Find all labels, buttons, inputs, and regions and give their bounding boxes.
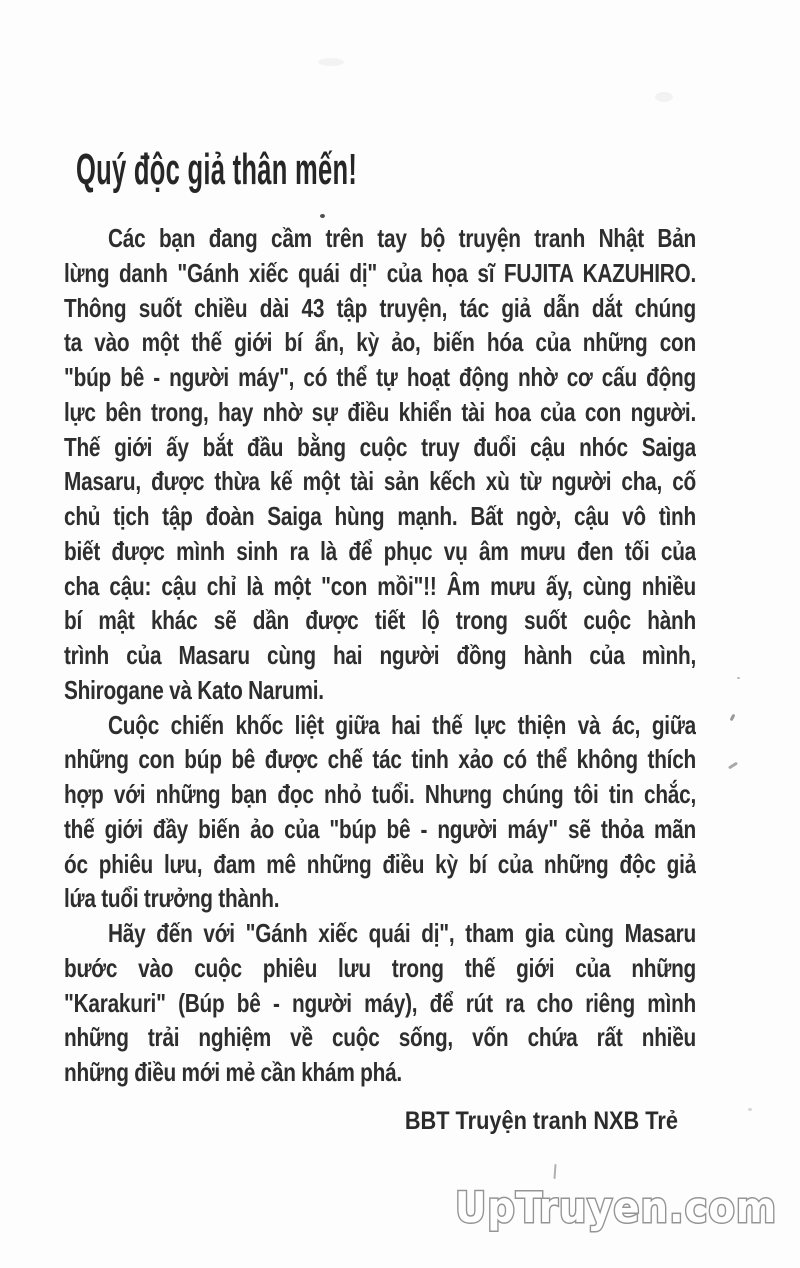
scan-smudge (655, 92, 673, 102)
text-line: bước vào cuộc phiêu lưu trong thế giới của những (64, 952, 696, 983)
text-line: bí mật khác sẽ dần được tiết lộ trong suốt cuộc hành (64, 605, 696, 636)
text-line: những trải nghiệm về cuộc sống, vốn chứa rất nhiều (64, 1022, 696, 1053)
text-line: Các bạn đang cầm trên tay bộ truyện tranh Nhật Bản (108, 223, 696, 253)
text-line: lứa tuổi trưởng thành. (64, 883, 280, 914)
text-line: "Karakuri" (Búp bê - người máy), để rút ra cho riêng mình (64, 987, 696, 1018)
text-line: thế giới đầy biến ảo của "búp bê - người máy" sẽ thỏa mãn (64, 813, 696, 844)
text-line: biết được mình sinh ra là để phục vụ âm mưu đen tối của (64, 535, 696, 566)
text-line: Thông suốt chiều dài 43 tập truyện, tác giả dẫn dắt chúng (64, 292, 696, 323)
text-line: những điều mới mẻ cần khám phá. (64, 1057, 402, 1087)
signature: BBT Truyện tranh NXB Trẻ (404, 1107, 678, 1135)
text-line: Hãy đến với "Gánh xiếc quái dị", tham gia cùng Masaru (108, 918, 696, 948)
text-line: Shirogane và Kato Narumi. (64, 674, 324, 705)
scan-scratch (553, 1164, 556, 1179)
scan-smudge (318, 58, 344, 66)
text-line: Thế giới ấy bắt đầu bằng cuộc truy đuổi cậu nhóc Saiga (64, 431, 696, 462)
text-line: Masaru, được thừa kế một tài sản kếch xù từ người cha, cố (64, 466, 696, 497)
text-line: hợp với những bạn đọc nhỏ tuổi. Nhưng chúng tôi tin chắc, (64, 779, 696, 809)
text-line: trình của Masaru cùng hai người đồng hành của mình, (64, 640, 696, 670)
text-line: chủ tịch tập đoàn Saiga hùng mạnh. Bất ngờ, cậu vô tình (64, 501, 696, 531)
text-line: ta vào một thế giới bí ẩn, kỳ ảo, biến hóa của những con (64, 327, 696, 358)
page-title: Quý độc giả thân mến! (76, 145, 358, 194)
text-line: cha cậu: cậu chỉ là một "con mồi"!! Âm mưu ấy, cùng nhiều (64, 570, 696, 601)
text-line: óc phiêu lưu, đam mê những điều kỳ bí của những độc giả (64, 848, 696, 879)
text-line: lừng danh "Gánh xiếc quái dị" của họa sĩ FUJITA KAZUHIRO. (64, 257, 696, 288)
scan-speck (737, 677, 740, 679)
text-line: Cuộc chiến khốc liệt giữa hai thế lực thiện và ác, giữa (108, 709, 696, 740)
text-line: những con búp bê được chế tác tinh xảo có thể không thích (64, 744, 696, 775)
paragraph (64, 916, 800, 1090)
uptruyen-watermark: UpTruyen.com (455, 1183, 778, 1232)
scan-speck (320, 214, 325, 218)
text-line: lực bên trong, hay nhờ sự điều khiển tài hoa của con người. (64, 396, 696, 427)
text-line: "búp bê - người máy", có thể tự hoạt động nhờ cơ cấu động (64, 362, 696, 392)
paragraph (64, 221, 800, 708)
body-text (64, 221, 800, 1090)
paragraph (64, 708, 800, 917)
scan-speck (748, 1108, 752, 1111)
